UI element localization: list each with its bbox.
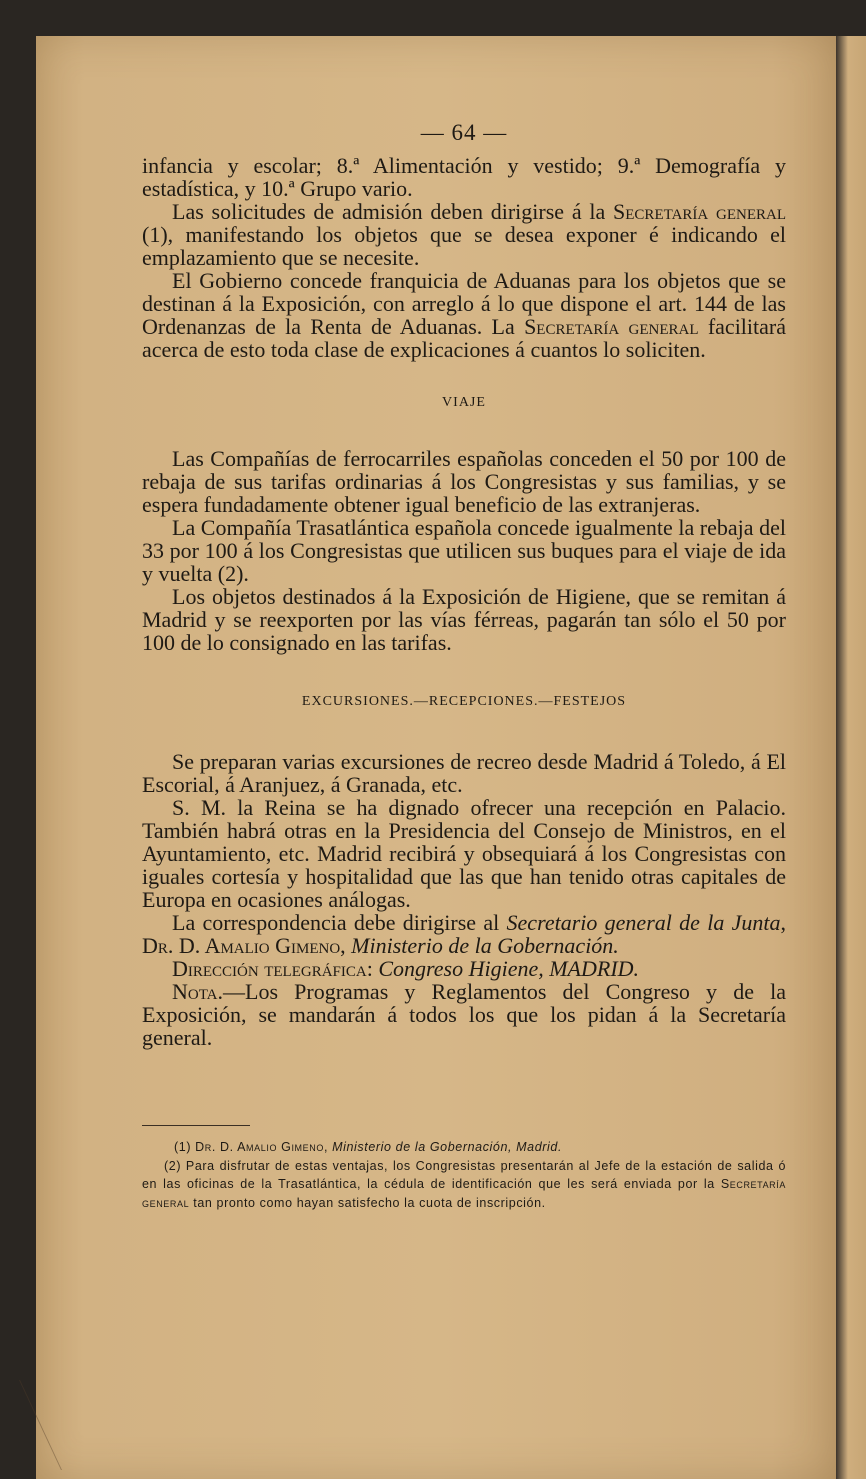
text-run: (2) Para disfrutar de estas ventajas, los Congresistas presentarán al Jefe de la estación de salida ó en las oficinas de la Trasatlántica, la cédula de identificación que les será enviada por la	[142, 1158, 786, 1191]
small-caps-run: Secretaría general	[142, 1177, 786, 1210]
text-run: ,	[340, 933, 352, 958]
italic-run: Ministerio de la Gobernación.	[351, 933, 619, 958]
footnote-2	[142, 1157, 786, 1213]
paragraph-correspondence	[142, 911, 786, 957]
italic-run: Congreso Higiene, MADRID.	[378, 956, 640, 981]
small-caps-run: Dr. D. Amalio Gimeno	[195, 1140, 324, 1154]
italic-run: Secretario general de la Junta	[506, 910, 781, 935]
text-run: :	[366, 956, 379, 981]
footnote-1	[142, 1138, 786, 1157]
paragraph-excursions: Se preparan varias excursiones de recreo desde Madrid á Toledo, á El Escorial, á Aranjuez, á Granada, etc.	[142, 749, 786, 797]
page-number: — 64 —	[420, 120, 508, 145]
paragraph-receptions: S. M. la Reina se ha dignado ofrecer una recepción en Palacio. También habrá otras en la Presidencia del Consejo de Ministros, en el Ayuntamiento, etc. Madrid recibirá y obsequiará á los Congresistas con iguales cortesía y hospitalidad que las que han tenido otras capitales de Europa en ocasiones análogas.	[142, 795, 786, 912]
text-run: (1)	[174, 1140, 196, 1154]
text-run: Las solicitudes de admisión deben dirigirse á la	[172, 199, 614, 224]
small-caps-run: Secretaría general	[613, 199, 786, 224]
text-run: (1), manifestando los objetos que se desea exponer é indicando el emplazamiento que se necesite.	[142, 222, 786, 270]
paragraph-exhibit-groups	[142, 154, 786, 200]
paragraph-customs-exemption	[142, 269, 786, 361]
text-run: La correspondencia debe dirigirse al	[172, 910, 507, 935]
paragraph-exhibit-shipping: Los objetos destinados á la Exposición de Higiene, que se remitan á Madrid y se reexporten por las vías férreas, pagarán tan sólo el 50 por 100 de lo consignado en las tarifas.	[142, 584, 786, 655]
text-run: facilitará acerca de esto toda clase de explicaciones á cuantos lo soliciten.	[142, 314, 786, 362]
text-run: ,	[323, 1140, 333, 1154]
small-caps-run: Nota	[172, 979, 218, 1004]
small-caps-run: Dr. D. Amalio Gimeno	[142, 933, 341, 958]
page-content	[142, 120, 786, 1212]
text-run: infancia y escolar; 8.ª Alimentación y vestido; 9.ª Demografía y estadística, y 10.ª Grupo vario.	[142, 153, 786, 201]
text-run: .—Los Programas y Reglamentos del Congreso y de la Exposición, se mandarán á todos los que los pidan á la Secretaría general.	[142, 979, 786, 1050]
small-caps-run: Dirección telegráfica	[172, 956, 367, 981]
paragraph-telegraph-address	[142, 957, 786, 980]
paragraph-trasatlantica-discount: La Compañía Trasatlántica española concede igualmente la rebaja del 33 por 100 á los Congresistas que utilicen sus buques para el viaje de ida y vuelta (2).	[142, 515, 786, 586]
paragraph-railway-discount: Las Compañías de ferrocarriles españolas conceden el 50 por 100 de rebaja de sus tarifas ordinarias á los Congresistas y sus familias, y se espera fundadamente obtener igual beneficio de las extranjeras.	[142, 446, 786, 517]
paragraph-note	[142, 980, 786, 1049]
text-run: El Gobierno concede franquicia de Aduanas para los objetos que se destinan á la Exposición, con arreglo á lo que dispone el art. 144 de las Ordenanzas de la Renta de Aduanas. La	[142, 268, 786, 339]
paragraph-admission-requests	[142, 200, 786, 269]
italic-run: Ministerio de la Gobernación, Madrid.	[332, 1140, 563, 1154]
footnote-divider	[142, 1125, 250, 1126]
section-heading-excursiones: EXCURSIONES.—RECEPCIONES.—FESTEJOS	[301, 694, 627, 709]
text-run: ,	[780, 910, 786, 935]
text-run: tan pronto como hayan satisfecho la cuota de inscripción.	[189, 1195, 546, 1210]
adjacent-page-edge	[836, 36, 866, 1479]
small-caps-run: Secretaría general	[524, 314, 699, 339]
section-heading-viaje: VIAJE	[442, 395, 486, 410]
